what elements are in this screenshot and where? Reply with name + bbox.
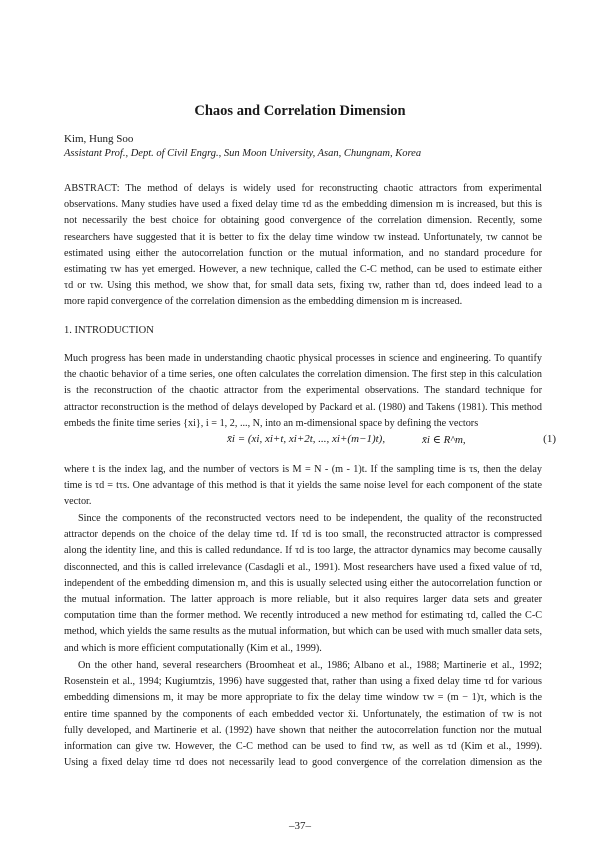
- abstract-line: estimating τw has yet emerged. However, a new technique, called the C-C method, can be used to estimate either: [64, 264, 542, 276]
- author-name: Kim, Hung Soo: [64, 133, 134, 145]
- intro-paragraph-1: [64, 351, 542, 432]
- paragraph-line: Using a fixed delay time τd does not necessarily lead to good convergence of the correlation dimension as the: [64, 757, 542, 769]
- intro-paragraph-2: [64, 462, 542, 511]
- abstract-line: τd or τw. Using this method, we show that, for small data sets, fixing τw, rather than τd, does indeed lead to a: [64, 280, 542, 292]
- paragraph-line: Much progress has been made in understanding chaotic physical processes in science and engineering. To quantify: [64, 353, 542, 364]
- paragraph-line: Rosenstein et al., 1994; Kugiumtzis, 1996) have suggested that, rather than using a fixed delay time τd for various: [64, 676, 542, 688]
- paragraph-line: fully developed, and Martinerie et al. (1992) have shown that neither the autocorrelation function nor the mutual: [64, 724, 542, 736]
- paragraph-line: time is τd = tτs. One advantage of this method is that it yields the same noise level for each component of the state: [64, 480, 542, 492]
- paragraph-line: On the other hand, several researchers (Broomheat et al., 1986; Albano et al., 1988; Martinerie et al., 1992;: [78, 660, 542, 671]
- equation-number: (1): [543, 433, 556, 445]
- paragraph-line: along the identity line, and this is called redundance. If τd is too large, the attractor dynamics may become causally: [64, 545, 542, 557]
- paragraph-line: method, which yields the same results as the mutual information, but which can be used with much smaller data sets,: [64, 626, 542, 638]
- paragraph-line: vector.: [64, 496, 92, 508]
- author-affiliation: Assistant Prof., Dept. of Civil Engrg., Sun Moon University, Asan, Chungnam, Korea: [64, 148, 422, 159]
- paragraph-line: the chaotic behavior of a time series, one often calculates the correlation dimension. The first step in this calculation: [64, 369, 542, 381]
- equation-space-membership: x̄i ∈ R^m,: [422, 434, 466, 446]
- paragraph-line: embedding dimensions m, it may be more appropriate to fix the delay time window τw = (m − 1)τ, which is the: [64, 692, 542, 704]
- abstract-line: not necessarily the best choice for obtaining good convergence of the correlation dimension. Recently, some: [64, 215, 542, 227]
- paragraph-line: disconnected, and this is called irrelevance (Casdagli et al., 1991). Most researchers have used a fixed value of τd,: [64, 561, 542, 573]
- paragraph-line: entire time spanned by the components of each embedded vector x̄i. Unfortunately, the estimation of τw is not: [64, 708, 542, 720]
- paragraph-line: Since the components of the reconstructed vectors need to be independent, the quality of the reconstructed: [78, 513, 542, 524]
- paragraph-line: where t is the index lag, and the number of vectors is M = N - (m - 1)t. If the sampling time is τs, then the delay: [64, 464, 542, 475]
- paragraph-line: is the reconstruction of the chaotic attractor from the experimental observations. The standard technique for: [64, 385, 542, 397]
- section-heading: 1. INTRODUCTION: [64, 325, 154, 336]
- abstract-line: ABSTRACT: The method of delays is widely used for reconstructing chaotic attractors from experimental: [64, 183, 542, 194]
- intro-paragraph-3: [64, 511, 542, 657]
- paragraph-line: independent of the embedding dimension m, and this is usually selected using either the autocorrelation function or: [64, 577, 542, 589]
- equation-vector-definition: x̄i = (xi, xi+t, xi+2t, ..., xi+(m−1)t),: [227, 433, 386, 445]
- paragraph-line: attractor reconstruction is the method of delays developed by Packard et al. (1980) and Takens (1981). This method: [64, 401, 542, 413]
- abstract-line: researchers have suggested that it is better to fix the delay time window τw instead. Unfortunately, τw cannot be: [64, 231, 542, 243]
- paragraph-line: embeds the finite time series {xi}, i = 1, 2, ..., N, into an m-dimensional space by defining the vectors: [64, 417, 479, 429]
- paragraph-line: attractor depends on the choice of the delay time τd. If τd is too small, the reconstructed attractor is compressed: [64, 529, 542, 541]
- paragraph-line: and which is more efficient computationally (Kim et al., 1999).: [64, 642, 322, 654]
- intro-paragraph-4: [64, 658, 542, 771]
- abstract: [64, 181, 542, 311]
- abstract-line: more rapid convergence of the correlation dimension as the embedding dimension m is increased.: [64, 296, 463, 308]
- equation-1: [64, 433, 556, 451]
- paper-title: Chaos and Correlation Dimension: [194, 103, 406, 119]
- abstract-line: estimated using either the autocorrelation function or the mutual information, and no standard procedure for: [64, 247, 542, 259]
- paragraph-line: the mutual information. The latter approach is more reliable, but it also requires larger data sets and greater: [64, 594, 542, 606]
- abstract-line: observations. Many studies have used a fixed delay time τd as the embedding dimension m is increased, but this is: [64, 199, 542, 211]
- page-number: –37–: [289, 820, 311, 832]
- paragraph-line: information can give τw. However, the C-C method can be used to find τw, as well as τd (Kim et al., 1999).: [64, 741, 542, 753]
- paragraph-line: computation time than the former method. We recently introduced a new method for estimating τd, called the C-C: [64, 610, 542, 622]
